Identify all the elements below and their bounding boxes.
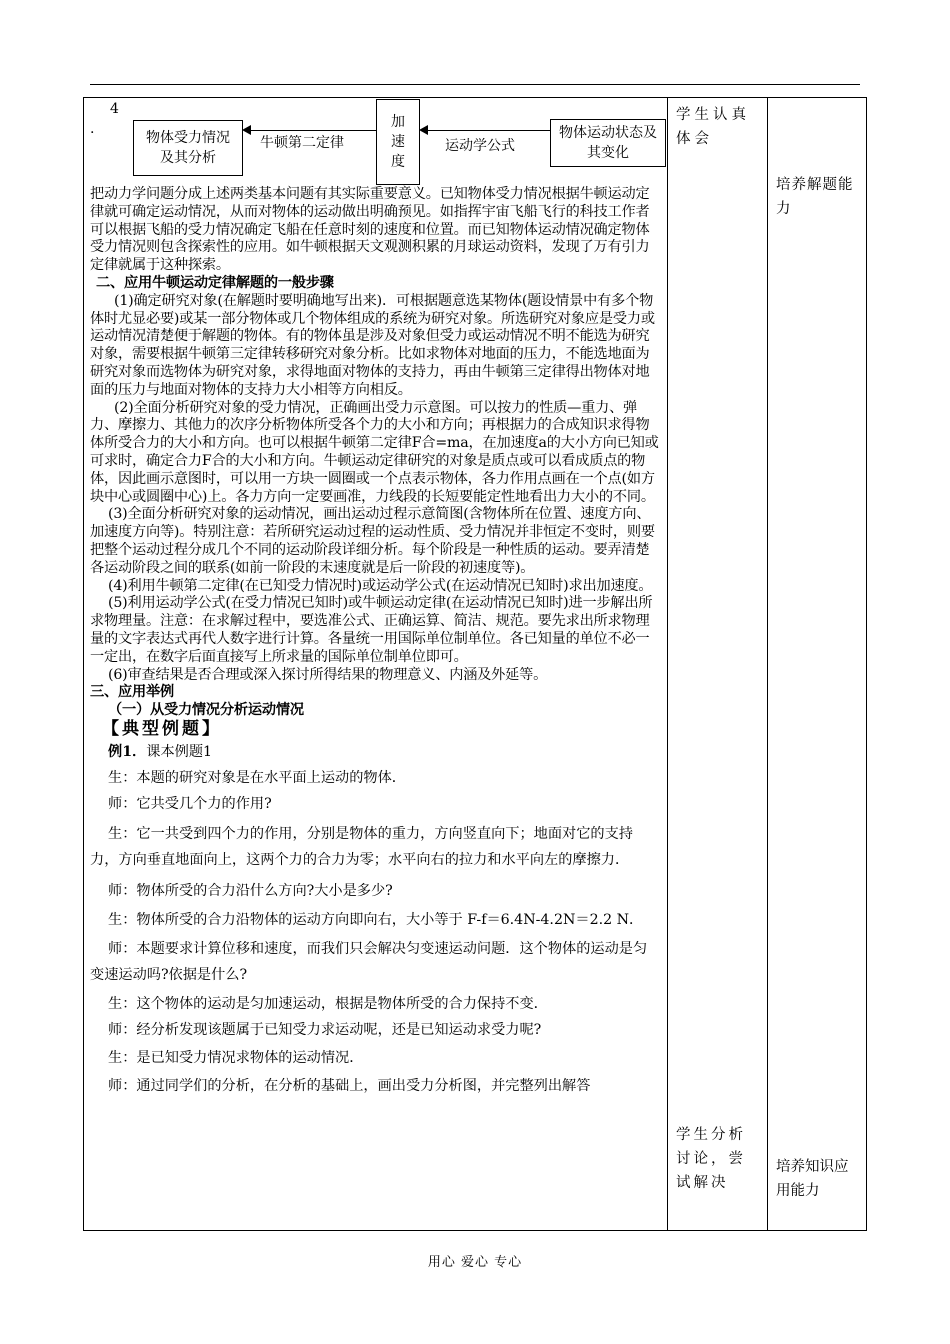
page-footer: 用心 爱心 专心 <box>427 1255 523 1270</box>
dialogue-line: 生：是已知受力情况求物体的运动情况． <box>108 1049 364 1066</box>
example-label: 例1． <box>108 743 147 760</box>
typical-examples-heading: 【典型例题】 <box>102 718 222 739</box>
dialogue-line: 师：通过同学们的分析，在分析的基础上，画出受力分析图，并完整列出解答 <box>108 1077 591 1094</box>
dynamics-flow-diagram <box>90 98 660 186</box>
step-5: (5)利用运动学公式(在受力情况已知时)或牛顿运动定律(在运动情况已知时)进一步解出所求物理量。注意：在求解过程中，要选准公式、正确运算、简洁、规范。要先求出所求物理量的文字表达式再代人数字进行计算。各量统一用国际单位制单位。各已知量的单位不必一一定出，在数字后面直接写上所求量的国际单位制单位即可。 <box>90 595 653 665</box>
section-heading-steps: 二、应用牛顿运动定律解题的一般步骤 <box>96 274 334 291</box>
student-activity-2: 学生分析讨论，尝试解决 <box>676 1127 746 1191</box>
dialogue-line: 生：它一共受到四个力的作用，分别是物体的重力，方向竖直向下；地面对它的支持力，方向垂直地面向上，这两个力的合力为零；水平向右的拉力和水平向左的摩擦力． <box>90 825 633 868</box>
label-kinematics: 运动学公式 <box>445 138 515 154</box>
example-text: 课本例题1 <box>146 743 213 760</box>
dialogue-line: 生：物体所受的合力沿物体的运动方向即向右，大小等于 F-f＝6.4N-4.2N＝2.2 N． <box>108 911 644 928</box>
column-divider-2 <box>767 97 768 1231</box>
student-activity-1: 学生认真体会 <box>676 107 750 147</box>
step-number-dot: . <box>90 121 95 137</box>
box-force-analysis: 物体受力情况及其分析 <box>133 120 243 176</box>
teaching-goal-1: 培养解题能力 <box>776 177 854 217</box>
step-4: (4)利用牛顿第二定律(在已知受力情况时)或运动学公式(在运动情况已知时)求出加速度。 <box>108 577 653 594</box>
step-6: (6)审查结果是否合理或深入探讨所得结果的物理意义、内涵及外延等。 <box>108 666 548 683</box>
dialogue-line: 生：本题的研究对象是在水平面上运动的物体． <box>108 769 406 786</box>
dialogue-line: 师：它共受几个力的作用? <box>108 795 272 812</box>
subsection-heading: （一）从受力情况分析运动情况 <box>108 702 304 719</box>
step-2: (2)全面分析研究对象的受力情况，正确画出受力示意图。可以按力的性质—重力、弹力、摩擦力、其他力的次序分析物体所受各个力的大小和方向；再根据力的合成知识求得物体所受合力的大小和方向。也可以根据牛顿第二定律F合=ma，在加速度a的大小方向已知或可求时，确定合力F合的大小和方向。牛顿运动定律研究的对象是质点或可以看成质点的物体，因此画示意图时，可以用一方块一圆圈或一个点表示物体，各力作用点画在一个点(如方块中心或圆圈中心)上。各力方向一定要画准，力线段的长短要能定性地看出力大小的不同。 <box>90 399 659 505</box>
dialogue-line: 生：这个物体的运动是匀加速运动，根据是物体所受的合力保持不变． <box>108 995 548 1012</box>
label-newton-second-law: 牛顿第二定律 <box>260 135 344 151</box>
section-heading-examples: 三、应用举例 <box>90 684 174 701</box>
arrow-newton-second-law <box>244 130 376 131</box>
column-divider-1 <box>667 97 668 1231</box>
intro-paragraph: 把动力学问题分成上述两类基本问题有其实际重要意义。已知物体受力情况根据牛顿运动定律就可确定运动情况，从而对物体的运动做出明确预见。如指挥宇宙飞船飞行的科技工作者可以根据飞船的受力情况确定飞船在任意时刻的速度和位置。而已知物体运动情况确定物体受力情况则包含探索性的应用。如牛顿根据天文观测积累的月球运动资料，发现了万有引力定律就属于这种探索。 <box>90 186 650 274</box>
arrow-kinematics <box>421 130 550 131</box>
step-3: (3)全面分析研究对象的运动情况，画出运动过程示意简图(含物体所在位置、速度方向、加速度方向等)。特别注意：若所研究运动过程的运动性质、受力情况并非恒定不变时，则要把整个运动过程分成几个不同的运动阶段详细分析。每个阶段是一种性质的运动。要弄清楚各运动阶段之间的联系(如前一阶段的末速度就是后一阶段的初速度等)。 <box>90 506 655 576</box>
header-rule <box>90 84 860 85</box>
teaching-goal-2: 培养知识应用能力 <box>776 1159 849 1199</box>
dialogue-line: 师：经分析发现该题属于已知受力求运动呢，还是已知运动求受力呢? <box>108 1021 542 1038</box>
step-number: 4 <box>110 101 119 117</box>
dialogue-line: 师：本题要求计算位移和速度，而我们只会解决匀变速运动问题．这个物体的运动是匀变速运动吗?依据是什么? <box>90 940 648 983</box>
box-acceleration: 加速度 <box>376 99 420 185</box>
dialogue-section <box>90 739 660 1099</box>
lesson-content <box>90 98 660 1099</box>
box-motion-state: 物体运动状态及其变化 <box>550 119 666 167</box>
dialogue-line: 师：物体所受的合力沿什么方向?大小是多少? <box>108 882 393 899</box>
step-1: (1)确定研究对象(在解题时要明确地写出来)．可根据题意选某物体(题设情景中有多个物体时尤显必要)或某一部分物体或几个物体组成的系统为研究对象。所选研究对象应是受力或运动情况清楚便于解题的物体。有的物体虽是涉及对象但受力或运动情况不明不能选为研究对象，需要根据牛顿第三定律转移研究对象分析。比如求物体对地面的压力，不能选地面为研究对象而选物体为研究对象，求得地面对物体的支持力，再由牛顿第三定律得出物体对地面的压力与地面对物体的支持力大小相等方向相反。 <box>90 292 655 398</box>
steps-section <box>90 186 660 720</box>
